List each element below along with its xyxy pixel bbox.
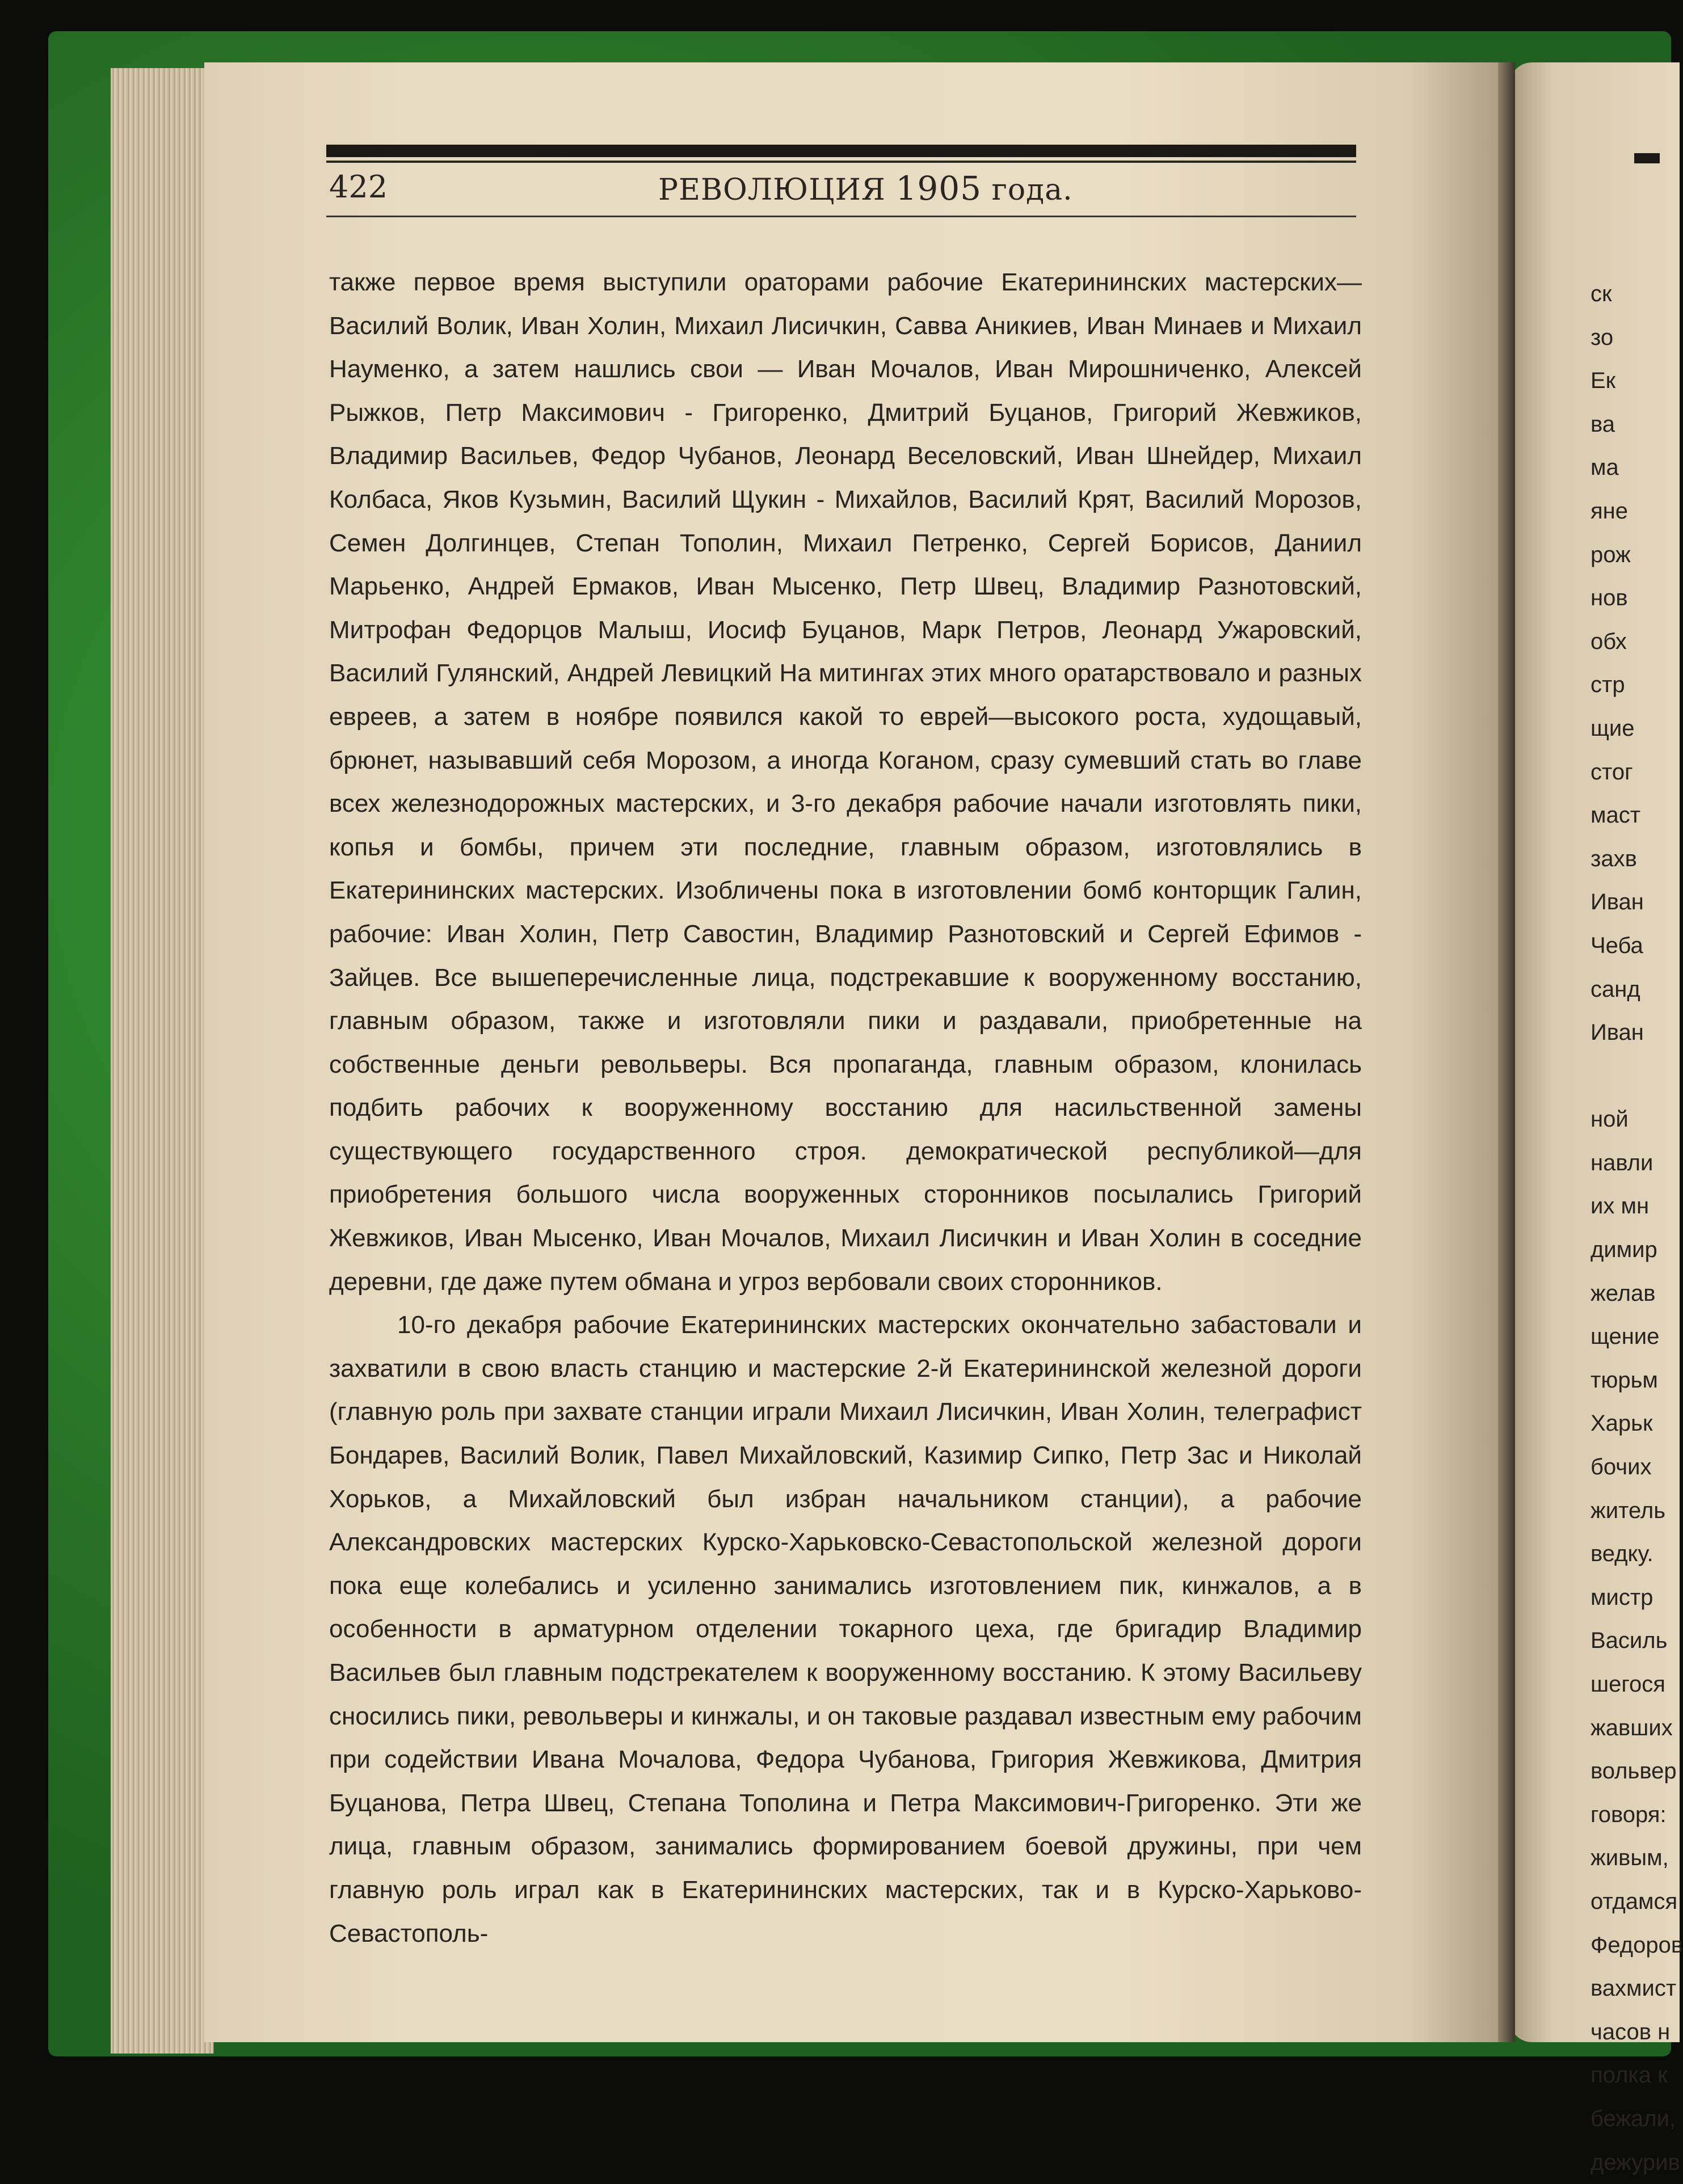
facing-page-line: санд xyxy=(1591,976,1640,1002)
running-head-prefix: РЕВОЛЮЦИЯ xyxy=(658,173,886,207)
facing-page-line: жавших xyxy=(1591,1715,1673,1740)
facing-page-line: Харьк xyxy=(1591,1411,1653,1436)
page-edges xyxy=(111,68,214,2054)
facing-page-line: желав xyxy=(1591,1280,1656,1306)
facing-page-line: вольвер xyxy=(1591,1759,1677,1784)
facing-page-line: Чеба xyxy=(1591,933,1643,958)
facing-page-line: живым, xyxy=(1591,1845,1669,1871)
facing-page-line: отдамся xyxy=(1591,1888,1678,1914)
page-number: 422 xyxy=(329,169,388,205)
facing-page-line: захв xyxy=(1591,846,1637,871)
facing-page-line: вахмист xyxy=(1591,1976,1677,2001)
facing-page-line: полка к xyxy=(1591,2063,1668,2088)
facing-page-line: ва xyxy=(1591,411,1615,437)
facing-page-line: стог xyxy=(1591,759,1633,785)
facing-page-line: ведку. xyxy=(1591,1541,1653,1567)
running-head-suffix: года. xyxy=(991,173,1073,207)
header-rule-thin xyxy=(326,161,1356,163)
facing-page-line: их мн xyxy=(1591,1194,1650,1219)
main-text xyxy=(329,261,1362,1955)
facing-page-line: щение xyxy=(1591,1324,1660,1350)
facing-page-line: навли xyxy=(1591,1150,1653,1175)
facing-page-line: рож xyxy=(1591,542,1631,567)
facing-page-line: ной xyxy=(1591,1107,1629,1132)
facing-page-line: мистр xyxy=(1591,1584,1653,1610)
facing-page-line: ск xyxy=(1591,281,1612,306)
facing-page-line: ма xyxy=(1591,455,1619,480)
facing-page-line: бежали, xyxy=(1591,2106,1676,2131)
facing-page-line: маст xyxy=(1591,803,1641,828)
facing-page-line: тюрьм xyxy=(1591,1367,1658,1393)
facing-page-line: житель xyxy=(1591,1498,1666,1523)
facing-page-line: шегося xyxy=(1591,1672,1665,1697)
facing-page-line: обх xyxy=(1591,629,1627,654)
facing-page-line: нов xyxy=(1591,585,1628,611)
facing-page-text xyxy=(1591,272,1683,2184)
facing-page-line: Федоров xyxy=(1591,1932,1683,1958)
facing-page-line: Василь xyxy=(1591,1628,1668,1654)
facing-page-line: Иван xyxy=(1591,889,1644,915)
header-rule-thick xyxy=(326,145,1356,157)
running-head xyxy=(658,169,1073,208)
facing-page-line: дежурив xyxy=(1591,2149,1680,2175)
facing-page-line: бочих xyxy=(1591,1454,1652,1480)
facing-page-line: часов н xyxy=(1591,2019,1671,2044)
facing-page-line: зо xyxy=(1591,324,1614,350)
facing-page-line: стр xyxy=(1591,672,1625,698)
paragraph-2: 10-го декабря рабочие Екатерининских мастерских окончательно забастовали и захватили в свою власть станцию и мастерские 2-й Екатерининской железной дороги (главную роль при захвате станции играли Михаил Лисичкин, Иван Холин, телеграфист Бондарев, Василий Волик, Павел Михайловский, Казимир Сипко, Петр Зас и Николай Хорьков, а Михайловский был избран начальником станции), а рабочие Александровских мастерских Курско-Харьковско-Севастопольской железной дороги пока еще колебались и усиленно занимались изготовлением пик, кинжалов, а в особенности в арматурном отделении токарного цеха, где бригадир Владимир Васильев был главным подстрекателем к вооруженному восстанию. К этому Васильеву сносились пики, револьверы и кинжалы, и он таковые раздавал известным ему рабочим при содействии Ивана Мочалова, Федора Чубанова, Григория Жевжикова, Дмитрия Буцанова, Петра Швец, Степана Тополина и Петра Максимович-Григоренко. Эти же лица, главным образом, занимались формированием боевой дружины, при чем главную роль играл как в Екатерининских мастерских, так и в Курско-Харьково-Севастополь- xyxy=(329,1311,1362,1947)
running-head-year: 1905 xyxy=(895,169,982,208)
facing-page-line: щие xyxy=(1591,715,1635,741)
header-underline xyxy=(326,216,1356,217)
paragraph-1: также первое время выступили ораторами рабочие Екатерининских мастерских—Василий Волик, Иван Холин, Михаил Лисичкин, Савва Аникиев, Иван Минаев и Михаил Науменко, а затем нашлись свои — Иван Мочалов, Иван Мирошниченко, Алексей Рыжков, Петр Максимович - Григоренко, Дмитрий Буцанов, Григорий Жевжиков, Владимир Васильев, Федор Чубанов, Леонард Веселовский, Иван Шнейдер, Михаил Колбаса, Яков Кузьмин, Василий Щукин - Михайлов, Василий Крят, Василий Морозов, Семен Долгинцев, Степан Тополин, Михаил Петренко, Сергей Борисов, Даниил Марьенко, Андрей Ермаков, Иван Мысенко, Петр Швец, Владимир Разнотовский, Митрофан Федорцов Малыш, Иосиф Буцанов, Марк Петров, Леонард Ужаровский, Василий Гулянский, Андрей Левицкий На митингах этих много оратарствовало и разных евреев, а затем в ноябре появился какой то еврей—высокого роста, худощавый, брюнет, называвший себя Морозом, а иногда Коганом, сразу сумевший стать во главе всех железнодорожных мастерских, и 3-го декабря рабочие начали изготовлять пики, копья и бомбы, причем эти последние, главным образом, изготовлялись в Екатерининских мастерских. Изобличены пока в изготовлении бомб конторщик Галин, рабочие: Иван Холин, Петр Савостин, Владимир Разнотовский и Сергей Ефимов - Зайцев. Все вышеперечисленные лица, подстрекавшие к вооруженному восстанию, главным образом, также и изготовляли пики и раздавали, приобретенные на собственные деньги револьверы. Вся пропаганда, главным образом, клонилась подбить рабочих к вооруженному восстанию для насильственной замены существующего государственного строя. демократической республикой—для приобретения большого числа вооруженных сторонников посылались Григорий Жевжиков, Иван Мысенко, Иван Мочалов, Михаил Лисичкин и Иван Холин в соседние деревни, где даже путем обмана и угроз вербовали своих сторонников. xyxy=(329,268,1362,1296)
facing-page-line: Ек xyxy=(1591,368,1616,394)
facing-page-line: Иван xyxy=(1591,1020,1644,1045)
facing-page-line: яне xyxy=(1591,498,1628,524)
facing-page-line: димир xyxy=(1591,1237,1657,1263)
book-gutter xyxy=(1498,62,1515,2042)
facing-page-line xyxy=(1591,1055,1660,1098)
facing-page-line: говоря: xyxy=(1591,1802,1667,1827)
facing-page-rule xyxy=(1634,153,1660,163)
